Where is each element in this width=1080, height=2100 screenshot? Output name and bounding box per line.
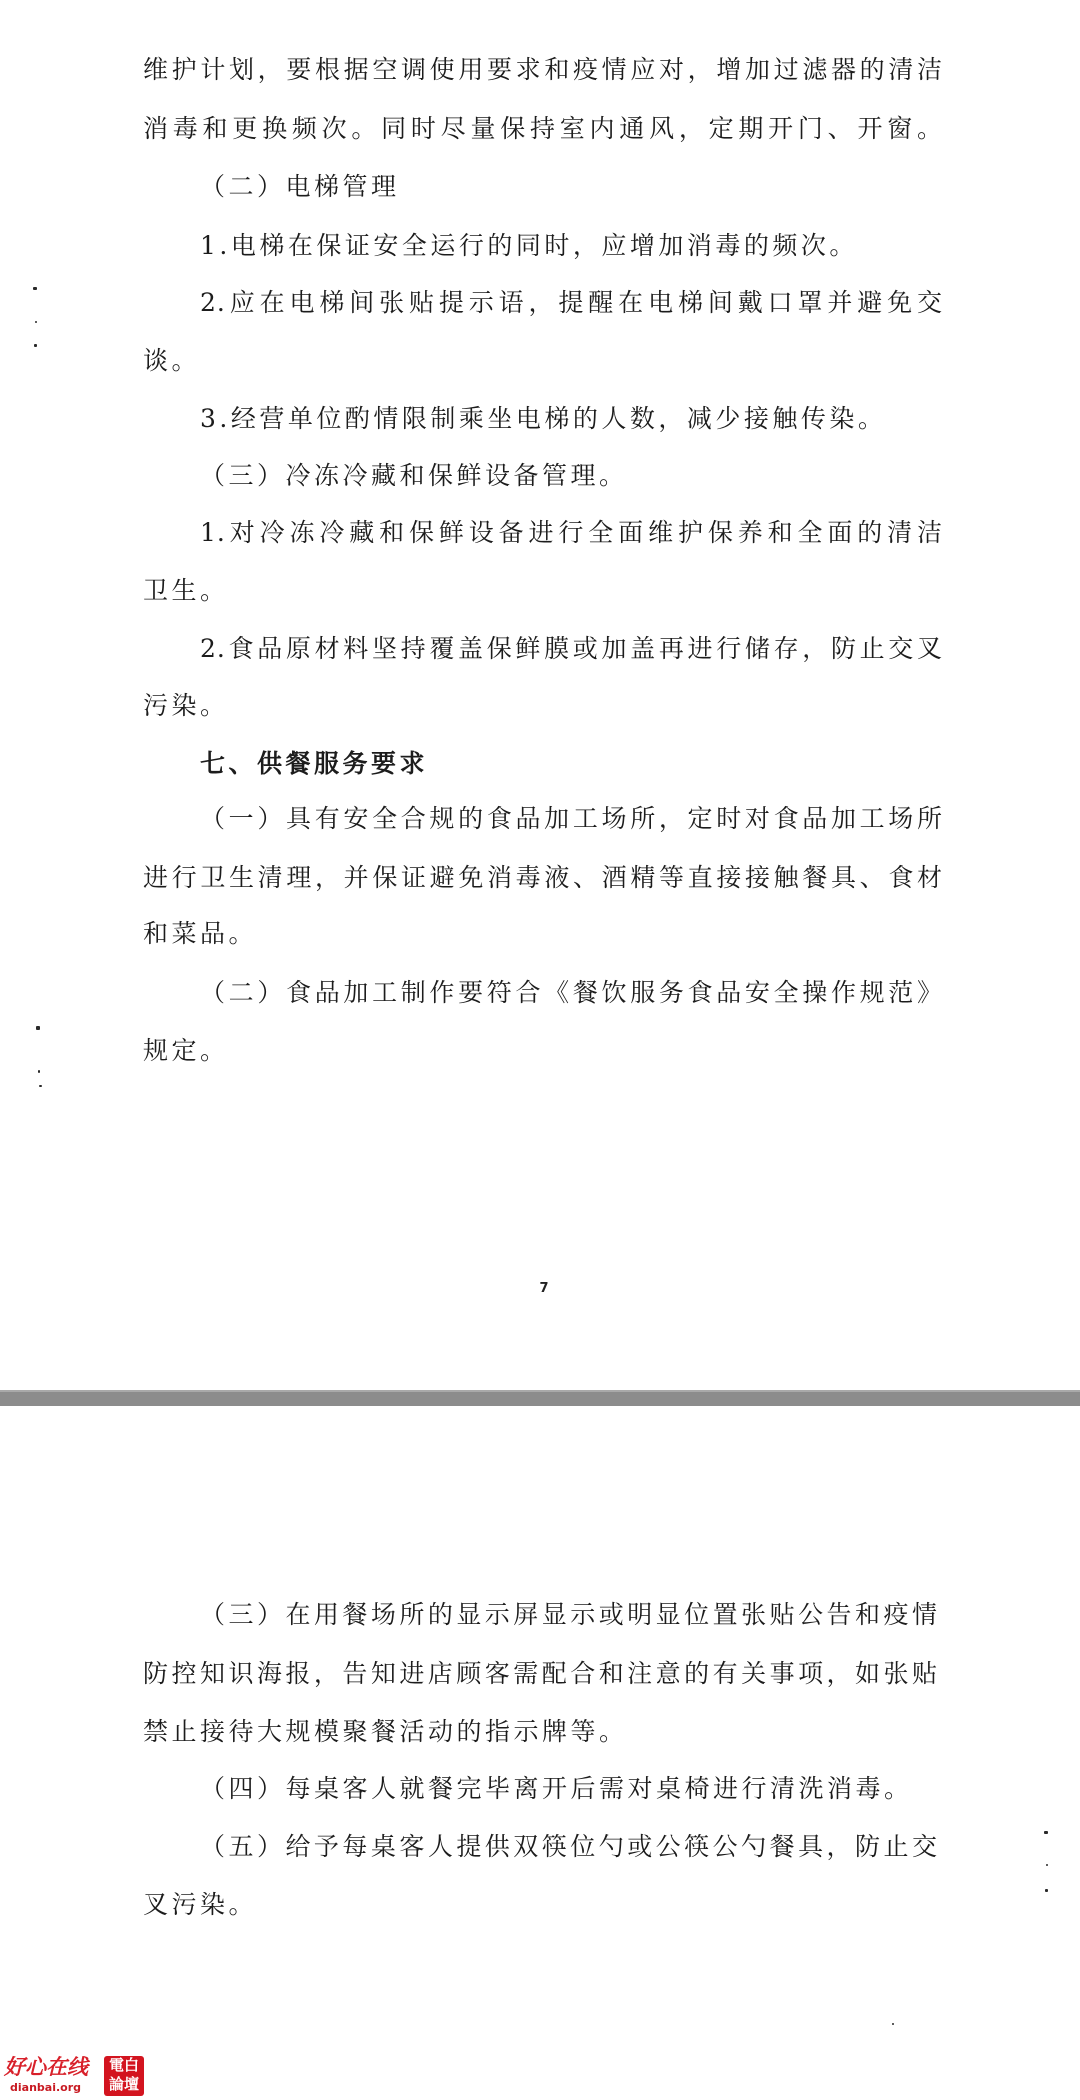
page1-line-5: 2.应在电梯间张贴提示语，提醒在电梯间戴口罩并避免交	[200, 288, 943, 317]
scan-speck	[39, 1085, 42, 1087]
scan-speck	[38, 1070, 40, 1073]
page2-line-2: 防控知识海报，告知进店顾客需配合和注意的有关事项，如张贴	[143, 1659, 938, 1688]
section-heading-refrigeration: （三）冷冻冷藏和保鲜设备管理。	[200, 461, 628, 490]
section-heading-elevator: （二）电梯管理	[200, 172, 400, 201]
watermark-title: 好心在线	[4, 2055, 88, 2079]
page1-line-2: 消毒和更换频次。同时尽量保持室内通风，定期开门、开窗。	[143, 114, 943, 143]
watermark-domain: dianbai.org	[10, 2081, 82, 2094]
scan-speck	[1046, 1864, 1048, 1866]
logo-text-bottom: 論壇	[108, 2075, 139, 2093]
page1-line-7: 3.经营单位酌情限制乘坐电梯的人数，减少接触传染。	[200, 404, 887, 433]
scan-speck	[35, 321, 37, 323]
scan-speck	[1045, 1889, 1048, 1892]
page1-line-16: 和菜品。	[143, 919, 258, 948]
page1-line-1: 维护计划，要根据空调使用要求和疫情应对，增加过滤器的清洁	[143, 55, 943, 84]
forum-logo-icon	[104, 2056, 144, 2096]
page1-line-6: 谈。	[143, 346, 201, 375]
page2-line-6: 叉污染。	[143, 1890, 258, 1919]
scan-speck	[34, 344, 37, 347]
page2-line-4: （四）每桌客人就餐完毕离开后需对桌椅进行清洗消毒。	[200, 1774, 913, 1803]
chapter-heading-catering: 七、供餐服务要求	[200, 749, 429, 778]
page1-line-12: 污染。	[143, 691, 229, 720]
page1-line-10: 卫生。	[143, 576, 229, 605]
page1-line-17: （二）食品加工制作要符合《餐饮服务食品安全操作规范》	[200, 978, 943, 1007]
page2-line-3: 禁止接待大规模聚餐活动的指示牌等。	[143, 1717, 628, 1746]
page1-line-14: （一）具有安全合规的食品加工场所，定时对食品加工场所	[200, 804, 943, 833]
page-number: 7	[539, 1281, 549, 1296]
page1-line-9: 1.对冷冻冷藏和保鲜设备进行全面维护保养和全面的清洁	[200, 518, 943, 547]
page1-line-4: 1.电梯在保证安全运行的同时，应增加消毒的频次。	[200, 231, 858, 260]
page2-line-5: （五）给予每桌客人提供双筷位勺或公筷公勺餐具，防止交	[200, 1832, 938, 1861]
page1-line-11: 2.食品原材料坚持覆盖保鲜膜或加盖再进行储存，防止交叉	[200, 634, 943, 663]
logo-text-top: 電白	[108, 2056, 139, 2074]
document-page-2	[0, 1406, 1080, 2100]
page1-line-15: 进行卫生清理，并保证避免消毒液、酒精等直接接触餐具、食材	[143, 863, 943, 892]
watermark-logo	[0, 2054, 150, 2098]
scan-speck	[33, 287, 37, 290]
scan-speck	[36, 1026, 40, 1030]
scan-speck	[1044, 1831, 1048, 1834]
page1-line-18: 规定。	[143, 1036, 229, 1065]
page-separator	[0, 1390, 1080, 1406]
scan-speck	[892, 2023, 894, 2025]
page2-line-1: （三）在用餐场所的显示屏显示或明显位置张贴公告和疫情	[200, 1600, 938, 1629]
